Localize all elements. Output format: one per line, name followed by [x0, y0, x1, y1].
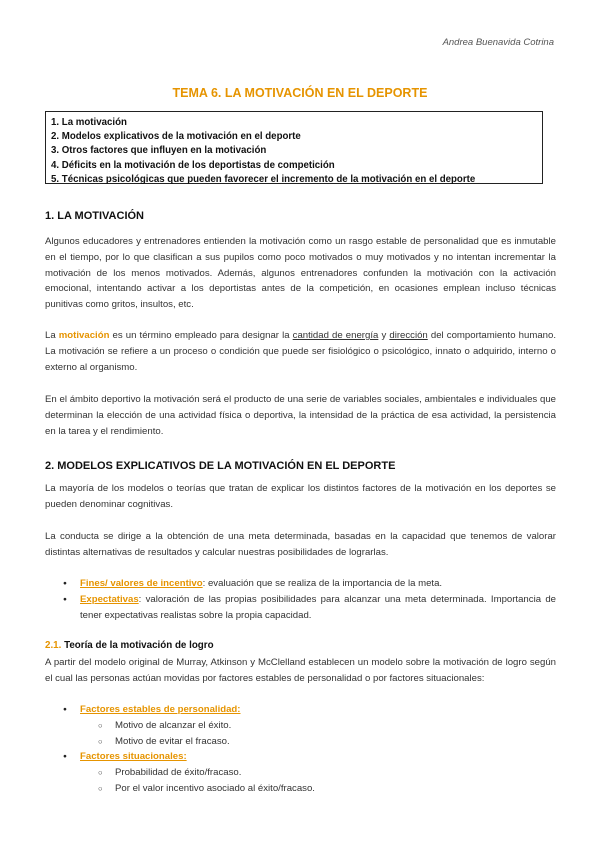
- section-1-paragraph-2: La motivación es un término empleado para designar la cantidad de energía y dirección del comportamiento humano. La motivación se refiere a un proceso o condición que puede ser fisiológico o psicológico, innato o adquirido, interno o externo al organismo.: [45, 330, 556, 373]
- toc-item: 5. Técnicas psicológicas que pueden favorecer el incremento de la motivación en el deporte: [51, 173, 476, 185]
- toc-item: 4. Déficits en la motivación de los deportistas de competición: [51, 159, 335, 171]
- term-fines-valores: Fines/ valores de incentivo: [80, 578, 203, 589]
- term-motivacion: motivación: [58, 330, 110, 341]
- document-title: TEMA 6. LA MOTIVACIÓN EN EL DEPORTE: [172, 86, 428, 100]
- list-item: ● Expectativas: valoración de las propias posibilidades para alcanzar una meta determinada. Importancia de tener expectativas realistas sobre la propia capacidad.: [45, 592, 556, 624]
- section-1-paragraph-1: Algunos educadores y entrenadores entienden la motivación como un rasgo estable de personalidad que es inmutable en el tiempo, por lo que clasifican a sus pupilos como poco motivados o muy motivados y no intentan incrementar la motivación de los menos motivados. Además, algunos entrenadores confunden la motivación con la activación emocional, intentando activar a los deportistas antes de la competición, en ocasiones emplean incluso técnicas punitivas como gritos, insultos, etc.: [45, 236, 556, 311]
- factores-situacionales-label: Factores situacionales:: [80, 751, 187, 763]
- list-item: ○ Por el valor incentivo asociado al éxito/fracaso.: [45, 781, 556, 797]
- list-item: [45, 702, 556, 718]
- subsection-2-1-paragraph: A partir del modelo original de Murray, Atkinson y McClelland establecen un modelo sobre la motivación de logro según el cual las personas actúan movidas por factores estables de personalidad o por factores situacionales:: [45, 657, 556, 684]
- subsection-2-1-heading: 2.1. Teoría de la motivación de logro: [45, 640, 214, 651]
- author-name: Andrea Buenavida Cotrina: [442, 37, 554, 48]
- list-item: ○ Probabilidad de éxito/fracaso.: [45, 765, 556, 781]
- toc-item: 1. La motivación: [51, 117, 127, 128]
- term-cantidad-de-energia: cantidad de energía: [292, 330, 379, 341]
- list-item: ○ Motivo de alcanzar el éxito.: [45, 718, 556, 734]
- section-1-heading: 1. LA MOTIVACIÓN: [45, 210, 144, 222]
- section-2-paragraph-1: La mayoría de los modelos o teorías que tratan de explicar los distintos factores de la motivación en los deportes se pueden denominar cognitivas.: [45, 483, 556, 510]
- factores-estables-label: Factores estables de personalidad:: [80, 704, 241, 715]
- list-item: ● Fines/ valores de incentivo: evaluación que se realiza de la importancia de la meta.: [45, 576, 556, 592]
- term-direccion: dirección: [389, 330, 428, 341]
- list-item: [45, 749, 556, 765]
- section-2-paragraph-2: La conducta se dirige a la obtención de una meta determinada, basadas en la capacidad que tenemos de valorar distintas alternativas de resultados y calcular nuestras posibilidades de lograrlas.: [45, 531, 556, 558]
- toc-item: 2. Modelos explicativos de la motivación en el deporte: [51, 131, 301, 143]
- list-item: ○ Motivo de evitar el fracaso.: [45, 734, 556, 750]
- section-1-paragraph-3: En el ámbito deportivo la motivación será el producto de una serie de variables sociales, ambientales e individuales que determinan la elección de una actividad física o deportiva, la intensidad de la práctica de esa actividad, la persistencia en la tarea y el rendimiento.: [45, 394, 556, 437]
- section-2-heading: 2. MODELOS EXPLICATIVOS DE LA MOTIVACIÓN EN EL DEPORTE: [45, 460, 396, 472]
- incentive-bullet-list: [45, 576, 556, 623]
- term-expectativas: Expectativas: [80, 593, 139, 605]
- toc-item: 3. Otros factores que influyen en la motivación: [51, 145, 267, 157]
- factors-bullet-list: [45, 702, 556, 797]
- table-of-contents: [45, 111, 543, 184]
